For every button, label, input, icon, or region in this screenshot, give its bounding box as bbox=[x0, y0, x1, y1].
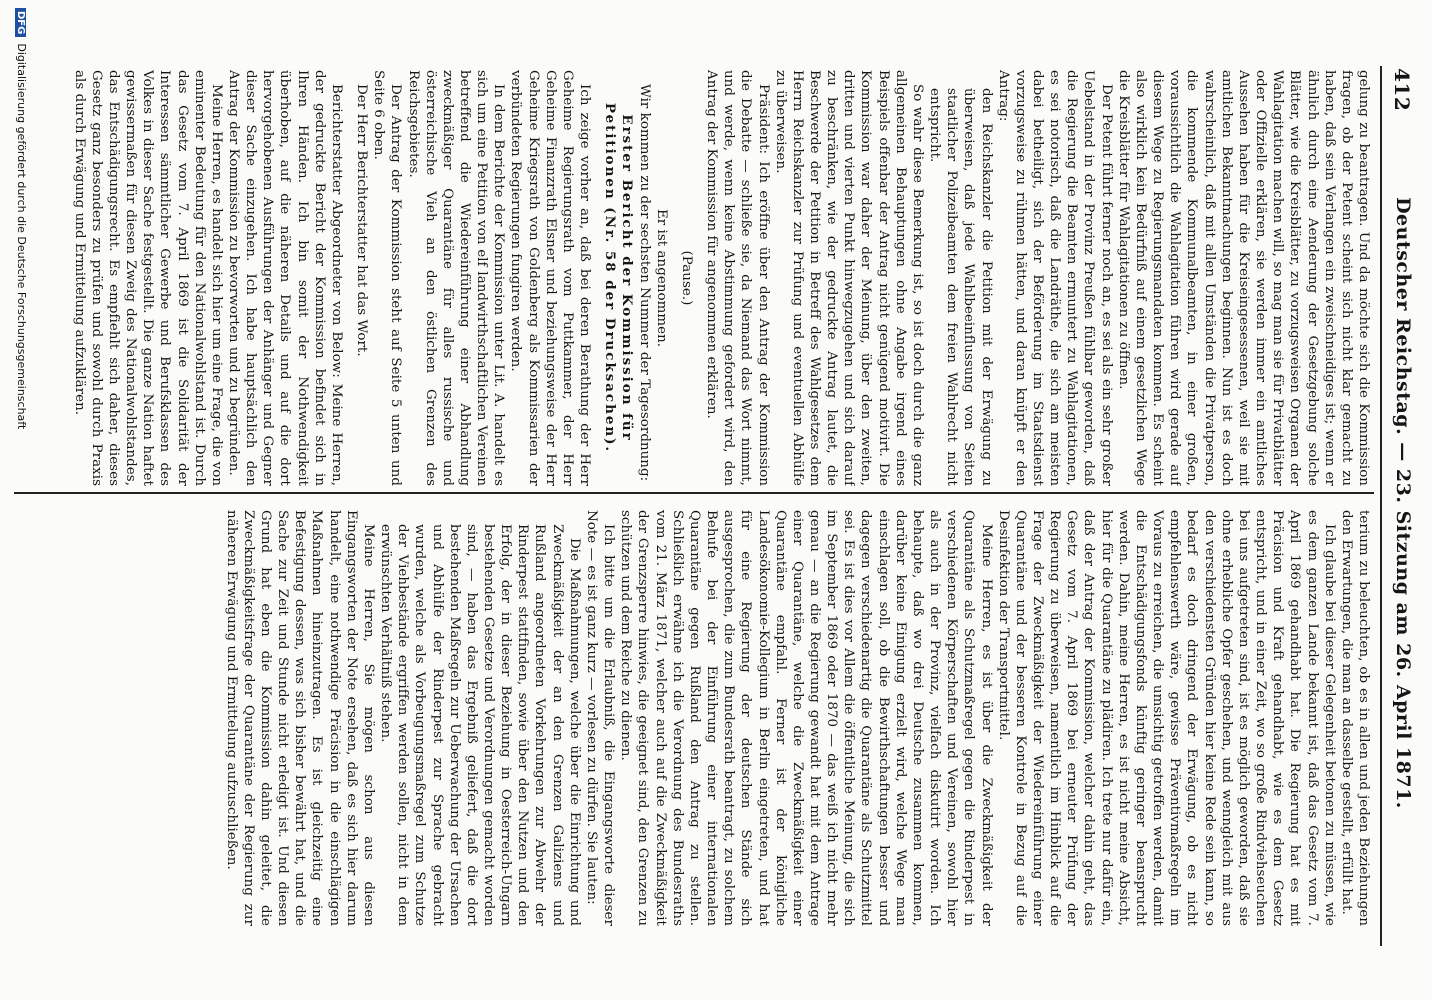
president-statement: Präsident: Ich eröffne über den Antrag der Kommission die Debatte — schließe sie, da Niemand das Wort nimmt, und werde, wenn keine Abstimmung gefordert wird, den Antrag der Kommission für angenommen erklären. bbox=[704, 70, 771, 486]
agenda-line: Wir kommen zu der sechsten Nummer der Tagesordnung: bbox=[636, 84, 652, 482]
paragraph: Meine Herren, es handelt sich hier um eine Frage, die von eminenter Bedeutung für den Nationalwohlstand ist. Durch das Gesetz vom 7. April 1869 ist die Solidarität der Interessen sämmtlicher Gewerbe und Berufsklassen des Volkes in dieser Sache festgestellt. Die ganze Nation haftet gewissermaßen für diesen Zweig des Nationalwohlstandes, das Entschädigungsrecht. Es empfiehlt sich daher, dieses Gesetz ganz besonders zu prüfen und sowohl durch Praxis als durch Erwägung und Ermittelung aufzuklären. bbox=[71, 70, 224, 486]
paragraph: Meine Herren, Sie mögen schon aus diesen Eingangsworten der Note ersehen, daß es sich hier darum handelt, eine nothwendige Präcision in die einschlägigen Maßnahmen hineinzutragen. Es ist gleichzeitig eine Befestigung dessen, was sich bisher bewährt hat, und die Sache zur Zeit und Stunde nicht erledigt ist. Und diesen Grund hat eben die Kommission dahin geleitet, die Zweckmäßigkeitsfrage der Quarantäne der Regierung zur näheren Erwägung und Ermittelung aufzuschließen. bbox=[223, 510, 376, 926]
paragraph: Ich zeige vorher an, daß bei deren Berathung der Herr Geheime Regierungsrath vom Puttkammer, der Herr Geheime Finanzrath Elsner und beziehungsweise der Herr Geheime Kriegsrath von Goldenberg als Kommissarien der verbündeten Regierungen fungiren werden. bbox=[508, 70, 593, 486]
quoted-motion: den Reichskanzler die Petition mit der Erwägung zu überweisen, daß jede Wahlbeeinflussung von Seiten staatlicher Polizeibeamten dem freien Wahlrecht nicht entspricht. bbox=[927, 88, 994, 486]
page-number: 412 bbox=[1390, 68, 1414, 112]
left-column bbox=[22, 70, 1372, 486]
digitization-note: Digitalisierung gefördert durch die Deutsche Forschungsgemeinschaft bbox=[15, 43, 28, 430]
digitization-footer bbox=[15, 8, 28, 998]
adopted-note: Er ist angenommen. bbox=[653, 208, 669, 348]
paragraph: Der Herr Berichterstatter hat das Wort. bbox=[354, 84, 370, 357]
page-header bbox=[1378, 68, 1418, 938]
paragraph: Der Petent führt ferner noch an, es sei als ein sehr großer Uebelstand in der Provinz Preußen fühlbar geworden, daß die Regierung die Beamten ermuntert zu Wahlagitationen, es sei notorisch, daß die Landräthe, die sich am meisten dabei betheiligt, sich der Beförderung im Staatsdienst vorzugsweise zu rühmen hätten, und daran knüpft er den Antrag: bbox=[995, 70, 1114, 486]
dfg-logo: DFG bbox=[15, 8, 26, 37]
right-column bbox=[22, 510, 1372, 926]
column-divider bbox=[14, 492, 1374, 494]
paragraph: Der Antrag der Kommission steht auf Seite 5 unten und Seite 6 oben. bbox=[371, 70, 404, 486]
quoted-note: Die Maßnahmungen, welche über die Einrichtung und Zweckmäßigkeit der an den Grenzen Galiziens und Rußland angeordneten Vorkehrungen zur Abwehr der Rinderpest stattfinden, sowie über den Nutzen und den Erfolg, der in dieser Beziehung in Oesterreich-Ungarn bestehenden Gesetze und Verordnungen gemacht worden sind, — haben das Ergebniß geliefert, daß die dort bestehenden Maßregeln zur Ueberwachung der Ursachen und Abhülfe der Rinderpest zur Sprache gebracht wurden, welche als Vorbeugungsmaßregel zum Schutze der Viehbestände ergriffen werden sollen, nicht in dem erwünschten Verhältniß stehen. bbox=[378, 524, 582, 926]
paragraph: gelung zu beantragen. Und da möchte sich die Kommission fragen, ob der Petent scheint sich nicht klar gemacht zu haben, daß sein Verlangen ein zweischneidiges ist; wenn er ähnlich durch eine Aenderung der Gesetzgebung solche Blätter, wie die Kreisblätter, zu vorzugsweisen Organen der Wahlagitation machen will, so mag man sie für Privatblätter oder Offizielle erklären, sie werden immer ein amtliches Aussehen haben für die Kreiseingesessenen, weil sie mit amtlichen Bekanntmachungen beginnen. Nun ist es doch wahrscheinlich, daß mit allen Umständen die Privatperson, die kommende Kommunalbeamten, in einer großen, voraussichtlich die Wahlagitation führen wird gerade auf diesem Wege zu Regierungsmandaten kommen. Es scheint also wirklich kein Bedürfniß auf einem gesetzlichen Wege die Kreisblätter für Wahlagitationen zu öffnen. bbox=[1115, 70, 1371, 486]
paragraph: Ich bitte um die Erlaubniß, die Eingangsworte dieser Note — es ist ganz kurz — vorlesen zu dürfen. Sie lauten: bbox=[583, 510, 617, 926]
paragraph: Meine Herren, es ist über die Zweckmäßigkeit der Quarantäne als Schutzmaßregel gegen die Rinderpest in verschiedenen Körperschaften und Vereinen, sowohl hier als auch in der Provinz, vielfach diskutirt worden. Ich behaupte, daß wo drei Deutsche zusammen kommen, darüber keine Einigung erzielt wird, welche Wege man einschlagen soll, ob die Bewirthschaftungen besser und dagegen verschiedenartig die Quarantäne als Schutzmittel sei. Es ist dies vor Allem die öffentliche Meinung, die sich im September 1869 oder 1870 — das weiß ich nicht mehr genau — an die Regierung gewandt hat mit dem Antrage einer Quarantäne, welche die Zweckmäßigkeit einer Quarantäne empfahl. Ferner ist der königliche Landesökonomie-Kollegium in Berlin eingetreten, und hat für eine Regierung der deutschen Stände sich ausgesprochen, die zum Bundesrath beantragt, zu solchem Behufe bei der Einführung einer internationalen Quarantäne gegen Rußland den Antrag zu stellen. Schließlich erwähne ich die Verordnung des Bundesraths vom 21. März 1871, welcher auch auf die Zweckmäßigkeit der Grenzsperre hinwies, die geeignet sind, den Grenzen zu schützen und dem Reiche zu dienen. bbox=[618, 510, 994, 926]
rapporteur-speech: Berichterstatter Abgeordneter von Below: Meine Herren, der gedruckte Bericht der Kommission befindet sich in Ihren Händen. Ich bin somit der Nothwendigkeit überhoben, auf die näheren Details und auf die dort hervorgehobenen Ausführungen der Anhänger und Gegner dieser Sache einzugehen. Ich habe hauptsächlich den Antrag der Kommission zu bevorworten und zu begründen. bbox=[226, 70, 344, 486]
header-rule bbox=[1380, 66, 1382, 946]
paragraph: So wahr diese Bemerkung ist, so ist doch durch die ganz allgemeinen Behauptungen ohne Angabe irgend eines Beispiels offenbar der Antrag nicht genügend motivirt. Die Kommission war daher der Meinung, über den zweiten, dritten und vierten Punkt hinwegzugehen und sich darauf zu beschränken, wie der gedruckte Antrag lautet, die Beschwerde der Petition in Betreff des Wahlgesetzes dem Herrn Reichskanzler zur Prüfung und eventuellen Abhülfe zu überweisen. bbox=[772, 70, 925, 486]
paragraph: terium zu beleuchten, ob es in allen und jeden Beziehungen den Erwartungen, die man an dasselbe gestellt, erfüllt hat. bbox=[1338, 510, 1371, 926]
pause-note: (Pause.) bbox=[678, 250, 694, 306]
paragraph: Ich glaube bei dieser Gelegenheit betonen zu müssen, wie es dem ganzen Lande bekannt ist, daß das Gesetz vom 7. April 1869 gehandhabt hat. Die Regierung hat es mit Präcision und Kraft gehandhabt, wie es dem Gesetz entspricht, und in einer Zeit, wo so große Rindviehseuchen bei uns aufgetreten sind, ist es möglich geworden, daß sie ohne erhebliche Opfer geschehen, und wenngleich mit aus den verschiedensten Gründen hier keine Rede sein kann, so bedarf es doch dringend der Erwägung, ob es nicht empfehlenswerth wäre, gewisse Präventivmaßregeln im Voraus zu erreichen, die umsichtig getroffen werden, damit die Entschädigungsfonds künftig geringer beansprucht werden. Dahin, meine Herren, es ist nicht meine Absicht, hier für die Quarantäne zu plädiren. Ich trete nur dafür ein, daß der Antrag der Kommission, welcher dahin geht, das Gesetz vom 7. April 1869 bei erneuter Prüfung der Regierung zu überweisen, namentlich im Hinblick auf die Frage der Zweckmäßigkeit der Wiedereinführung einer Quarantäne und der besseren Kontrole in Bezug auf die Desinfektion der Transportmittel. bbox=[995, 510, 1337, 926]
paragraph: In dem Berichte der Kommission unter Lit. A. handelt es sich um eine Petition von elf landwirthschaftlichen Vereinen betreffend die Wiedereinführung einer Abhandlung zweckmäßiger Quarantäne für alles russische und österreichische Vieh an den östlichen Grenzen des Reichsgebietes. bbox=[405, 70, 507, 486]
running-title: Deutscher Reichstag. — 23. Sitzung am 26. April 1871. bbox=[1392, 197, 1414, 809]
report-heading: Erster Bericht der Kommission für Petitionen (Nr. 58 der Drucksachen). bbox=[602, 102, 636, 454]
